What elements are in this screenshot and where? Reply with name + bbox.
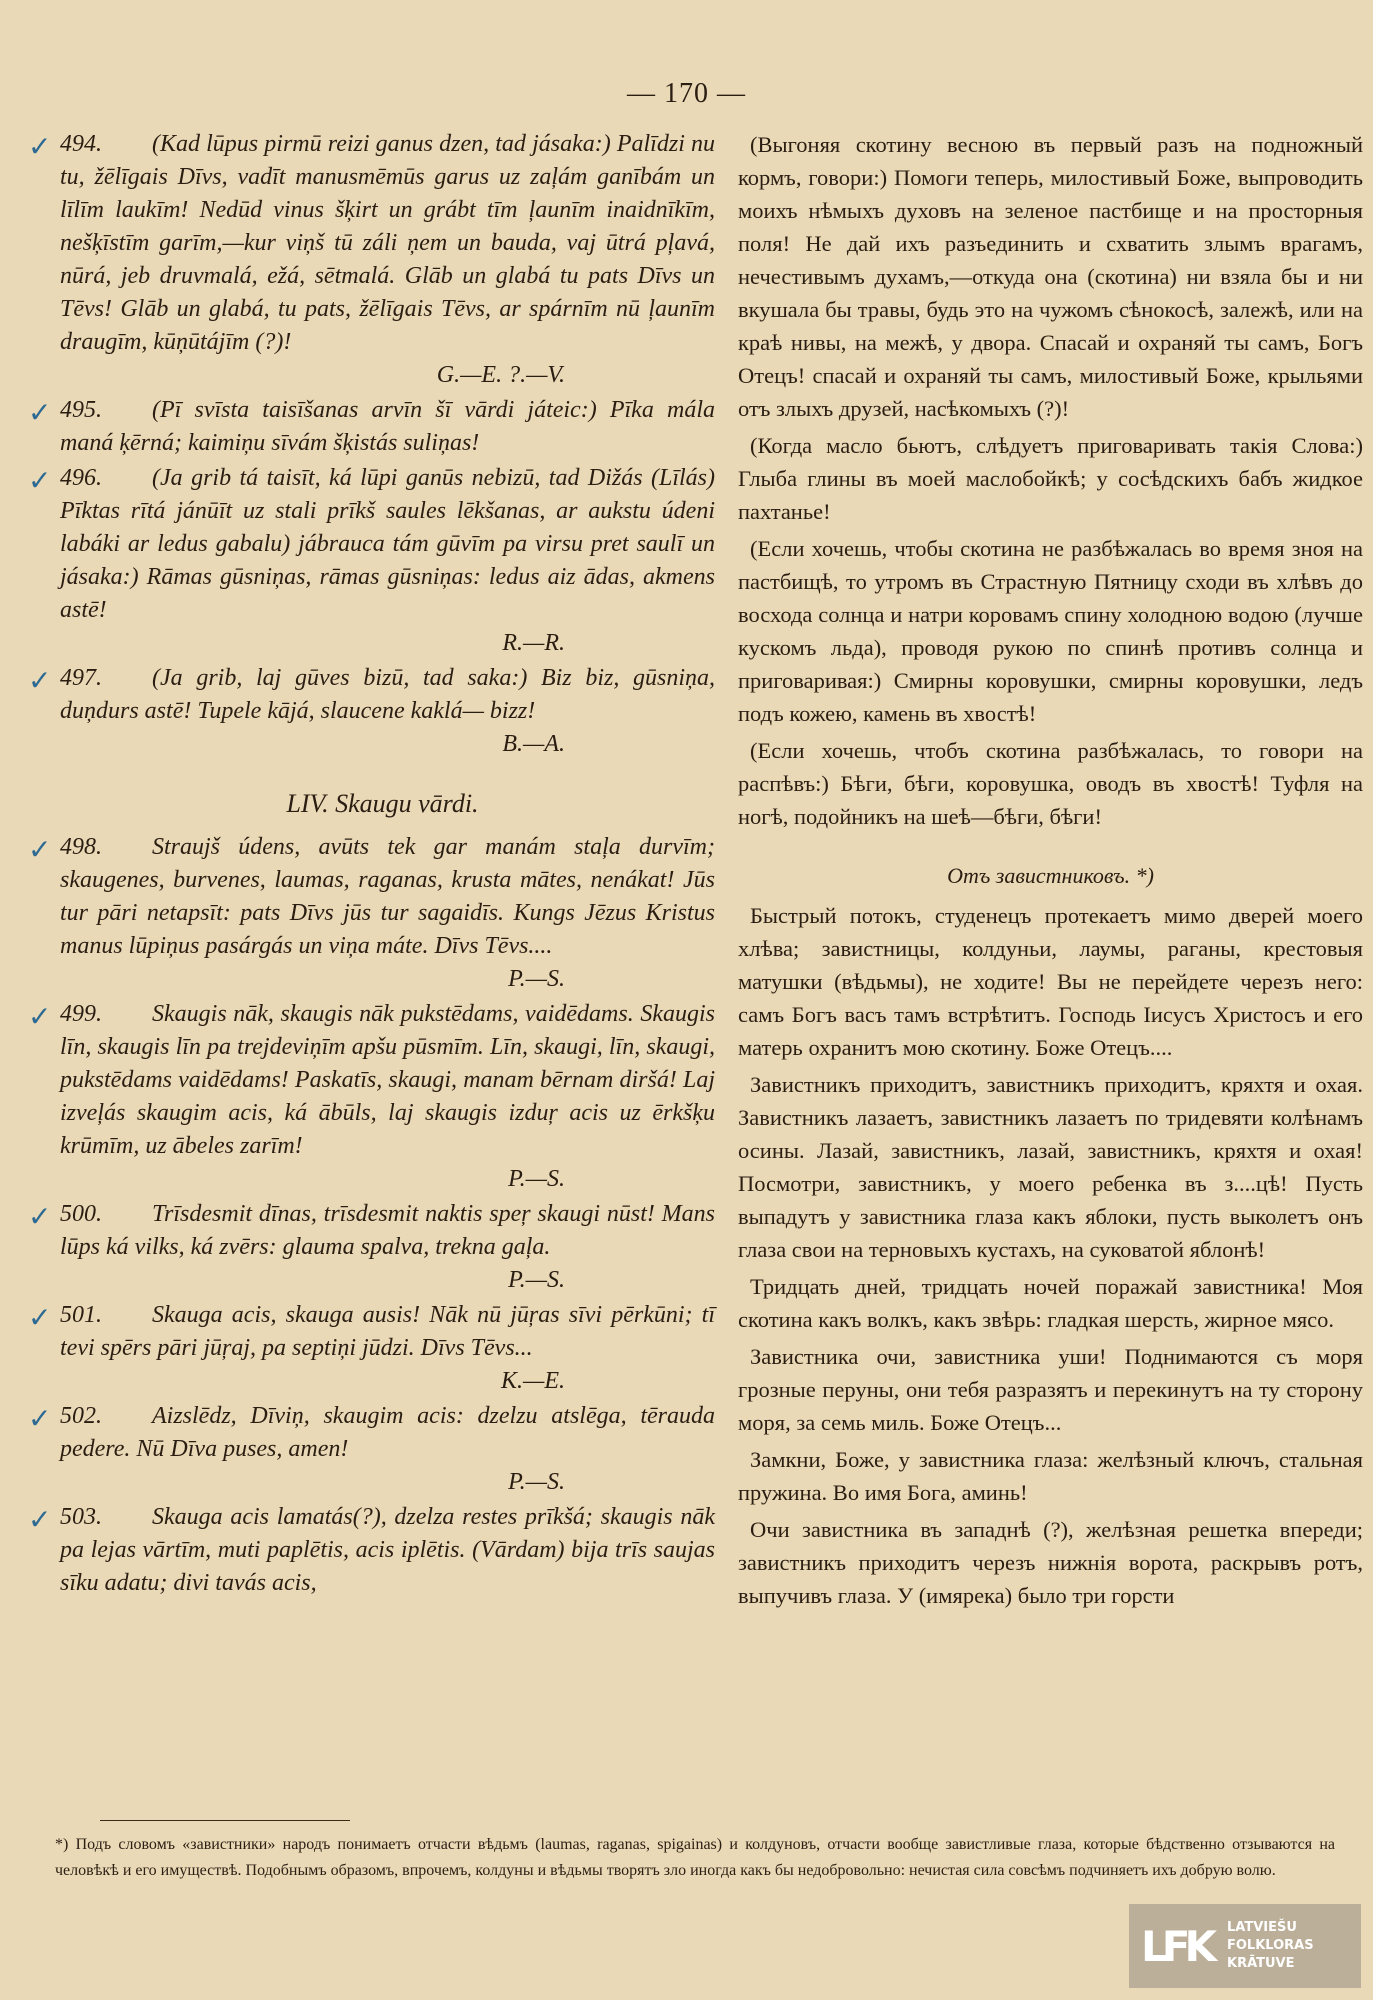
entry-number: 499. <box>60 1001 102 1027</box>
logo-text <box>1227 1919 1314 1973</box>
entry-499 <box>28 998 715 1196</box>
entry-text: (Ja grib, laj gūves bizū, tad saka:) Biz biz, gūsniņa, duņdurs astē! Tupele kājá, slaucene kaklá— bizz! <box>60 665 715 724</box>
latvian-column <box>28 128 715 1602</box>
section-title-russian: Отъ завистниковъ. *) <box>947 863 1154 888</box>
check-mark-icon: ✓ <box>28 1503 52 1536</box>
entry-text: Skauga acis, skauga ausis! Nāk nū jūŗas sīvi pērkūni; tī tevi spērs pāri jūŗaj, pa septiņi jūdzi. Dīvs Tēvs... <box>60 1302 715 1361</box>
page-number: — 170 — <box>627 78 746 109</box>
entry-number: 497. <box>60 665 102 691</box>
logo-line-2: FOLKLORAS <box>1227 1938 1314 1953</box>
translation-494: (Выгоняя скотину весною въ первый разъ на подножный кормъ, говори:) Помоги теперь, милостивый Боже, выпроводить моихъ нѣмыхъ духовъ на зеленое пастбище и на просторныя поля! Не дай ихъ разъединить и схватить злымъ врагамъ, нечестивымъ духамъ,—откуда она (скотина) ни взяла бы и ни вкушала бы травы, будь это на чужомъ сѣнокосѣ, залежѣ, или на краѣ нивы, на межѣ, у двора. Спасай и охраняй ты самъ, Богъ Отецъ! спасай и охраняй ты самъ, милостивый Боже, крыльями отъ злыхъ друзей, насѣкомыхъ (?)! <box>738 132 1363 421</box>
entry-text: (Pī svīsta taisīšanas arvīn šī vārdi játeic:) Pīka mála maná ķērná; kaimiņu sīvám šķistás suliņas! <box>60 397 715 456</box>
entry-497 <box>28 662 715 761</box>
translation-497: (Если хочешь, чтобъ скотина разбѣжалась, то говори на распѣвъ:) Бѣги, бѣги, коровушка, оводъ въ хвостѣ! Туфля на ногѣ, подойникъ на шеѣ—бѣги, бѣги! <box>738 738 1363 829</box>
entry-text: Trīsdesmit dīnas, trīsdesmit naktis speŗ skaugi nūst! Mans lūps ká vilks, ká zvērs: glauma spalva, trekna gaļa. <box>60 1201 715 1260</box>
entry-source: P.—S. <box>508 1469 565 1495</box>
entry-503 <box>28 1501 715 1600</box>
entry-501 <box>28 1299 715 1398</box>
footnote: *) Подъ словомъ «завистники» народъ понимаетъ отчасти вѣдьмъ (laumas, raganas, spigainas) и колдуновъ, отчасти вообще завистливые глаза, которые бѣдственно отзываются на человѣкѣ и его имуществѣ. Подобнымъ образомъ, впрочемъ, колдуны и вѣдьмы творятъ зло иногда какъ бы недобровольно: нечистая сила совсѣмъ подчиняетъ ихъ добрую волю. <box>55 1836 1335 1879</box>
entry-text: Straujš údens, avūts tek gar manám staļa durvīm; skaugenes, burvenes, laumas, raganas, krusta mātes, nenákat! Jūs tur pāri netapsīt: pats Dīvs jūs tur sagaidīs. Kungs Jēzus Kristus manus lūpiņus pasárgás un viņa máte. Dīvs Tēvs.... <box>60 834 715 959</box>
lfk-logo-icon: LFK <box>1141 1921 1211 1971</box>
entry-number: 500. <box>60 1201 102 1227</box>
entry-source: K.—E. <box>500 1368 565 1394</box>
archive-logo <box>1129 1904 1361 1988</box>
entry-source: P.—S. <box>508 966 565 992</box>
section-title: LIV. Skaugu vārdi. <box>286 789 479 818</box>
russian-column <box>738 128 1363 1616</box>
translation-501: Завистника очи, завистника уши! Поднимаются съ моря грозные перуны, они тебя разразятъ и перекинутъ на ту сторону моря, за семь миль. Боже Отецъ... <box>738 1344 1363 1435</box>
entry-text: Aizslēdz, Dīviņ, skaugim acis: dzelzu atslēga, tērauda pedere. Nū Dīva puses, amen! <box>60 1403 715 1462</box>
check-mark-icon: ✓ <box>28 664 52 697</box>
entry-source: B.—A. <box>502 731 565 757</box>
entry-500 <box>28 1198 715 1297</box>
entry-number: 495. <box>60 397 102 423</box>
entry-text: Skauga acis lamatás(?), dzelza restes prīkšá; skaugis nāk pa lejas vārtīm, muti paplētis, acis iplētis. (Vārdam) bija trīs saujas sīku adatu; divi tavás acis, <box>60 1504 715 1596</box>
entry-number: 498. <box>60 834 102 860</box>
translation-499: Завистникъ приходитъ, завистникъ приходитъ, кряхтя и охая. Завистникъ лазаетъ, завистникъ лазаетъ по тридевяти колѣнамъ осины. Лазай, завистникъ, лазай, завистникъ, кряхтя и охая! Посмотри, завистникъ, у моего ребенка въ з....цѣ! Пусть выпадутъ у завистника глаза какъ яблоки, пусть выколетъ онъ глаза свои на терновыхъ кустахъ, на суковатой яблонѣ! <box>738 1072 1363 1262</box>
entry-502 <box>28 1400 715 1499</box>
translation-496: (Если хочешь, чтобы скотина не разбѣжалась во время зноя на пастбищѣ, то утромъ въ Страстную Пятницу сходи въ хлѣвъ до восхода солнца и натри коровамъ спину холодною водою (лучше кускомъ льда), проводя рукою по спинѣ противъ солнца и приговаривая:) Смирны коровушки, смирны коровушки, ледъ подъ кожею, камень въ хвостѣ! <box>738 536 1363 726</box>
entry-495 <box>28 394 715 460</box>
entry-source: G.—E. ?.—V. <box>436 362 565 388</box>
translation-503: Очи завистника въ западнѣ (?), желѣзная решетка впереди; завистникъ приходитъ черезъ нижнія ворота, раскрывъ ротъ, выпучивъ глаза. У (имярека) было три горсти <box>738 1517 1363 1608</box>
logo-line-1: LATVIEŠU <box>1227 1920 1297 1935</box>
entry-498 <box>28 831 715 996</box>
entry-source: P.—S. <box>508 1267 565 1293</box>
translation-498: Быстрый потокъ, студенецъ протекаетъ мимо дверей моего хлѣва; завистницы, колдуньи, лаумы, раганы, крестовыя матушки (вѣдьмы), не ходите! Вы не перейдете черезъ него: самъ Богъ васъ тамъ встрѣтитъ. Господь Іисусъ Христосъ и его матерь охранитъ мою скотину. Боже Отецъ.... <box>738 903 1363 1060</box>
entry-number: 501. <box>60 1302 102 1328</box>
entry-text: (Ja grib tá taisīt, ká lūpi ganūs nebizū, tad Dižás (Līlás) Pīktas rītá jánūīt uz stali prīkš saules lēkšanas, ar aukstu údeni labáki ar ledus gabalu) jábrauca tám gūvīm pa virsu pret saulī un jásaka:) Rāmas gūsniņas, rāmas gūsniņas: ledus aiz ādas, akmens astē! <box>60 465 715 623</box>
footnote-divider <box>100 1820 350 1821</box>
check-mark-icon: ✓ <box>28 1301 52 1334</box>
translation-500: Тридцать дней, тридцать ночей поражай завистника! Моя скотина какъ волкъ, какъ звѣрь: гладкая шерсть, жирное мясо. <box>738 1274 1363 1332</box>
check-mark-icon: ✓ <box>28 464 52 497</box>
check-mark-icon: ✓ <box>28 833 52 866</box>
entry-496 <box>28 462 715 660</box>
translation-502: Замкни, Боже, у завистника глаза: желѣзный ключъ, стальная пружина. Во имя Бога, аминь! <box>738 1447 1363 1505</box>
entry-number: 503. <box>60 1504 102 1530</box>
entry-number: 502. <box>60 1403 102 1429</box>
check-mark-icon: ✓ <box>28 1200 52 1233</box>
check-mark-icon: ✓ <box>28 1000 52 1033</box>
check-mark-icon: ✓ <box>28 396 52 429</box>
entry-text: Skaugis nāk, skaugis nāk pukstēdams, vaidēdams. Skaugis līn, skaugis līn pa trejdeviņīm apšu pūsmīm. Līn, skaugi, līn, skaugi, pukstēdams vaidēdams! Paskatīs, skaugi, manam bērnam diršá! Laj izveļás skaugim acis, ká ābūls, laj skaugis izduŗ acis uz ērkšķu krūmīm, uz ābeles zarīm! <box>60 1001 715 1159</box>
entry-number: 496. <box>60 465 102 491</box>
check-mark-icon: ✓ <box>28 130 52 163</box>
check-mark-icon: ✓ <box>28 1402 52 1435</box>
logo-line-3: KRĀTUVE <box>1227 1956 1295 1971</box>
entry-number: 494. <box>60 131 102 157</box>
entry-source: P.—S. <box>508 1166 565 1192</box>
entry-text: (Kad lūpus pirmū reizi ganus dzen, tad jásaka:) Palīdzi nu tu, žēlīgais Dīvs, vadīt manusmēmūs garus uz zaļám ganībám un līlīm laukīm! Nedūd vinus šķirt un grábt tīm ļaunīm inaidnīkīm, nešķīstīm garīm,—kur viņš tū záli ņem un bauda, vaj ūtrá pļavá, nūrá, jeb druvmalá, ežá, sētmalá. Glāb un glabá tu pats Dīvs un Tēvs! Glāb un glabá, tu pats, žēlīgais Tēvs, ar spárnīm nū ļaunīm draugīm, kūņūtájīm (?)! <box>60 131 715 355</box>
entry-494 <box>28 128 715 392</box>
entry-source: R.—R. <box>502 630 565 656</box>
translation-495: (Когда масло бьютъ, слѣдуетъ приговаривать такія Слова:) Глыба глины въ моей маслобойкѣ; у сосѣдскихъ бабъ жидкое пахтанье! <box>738 433 1363 524</box>
